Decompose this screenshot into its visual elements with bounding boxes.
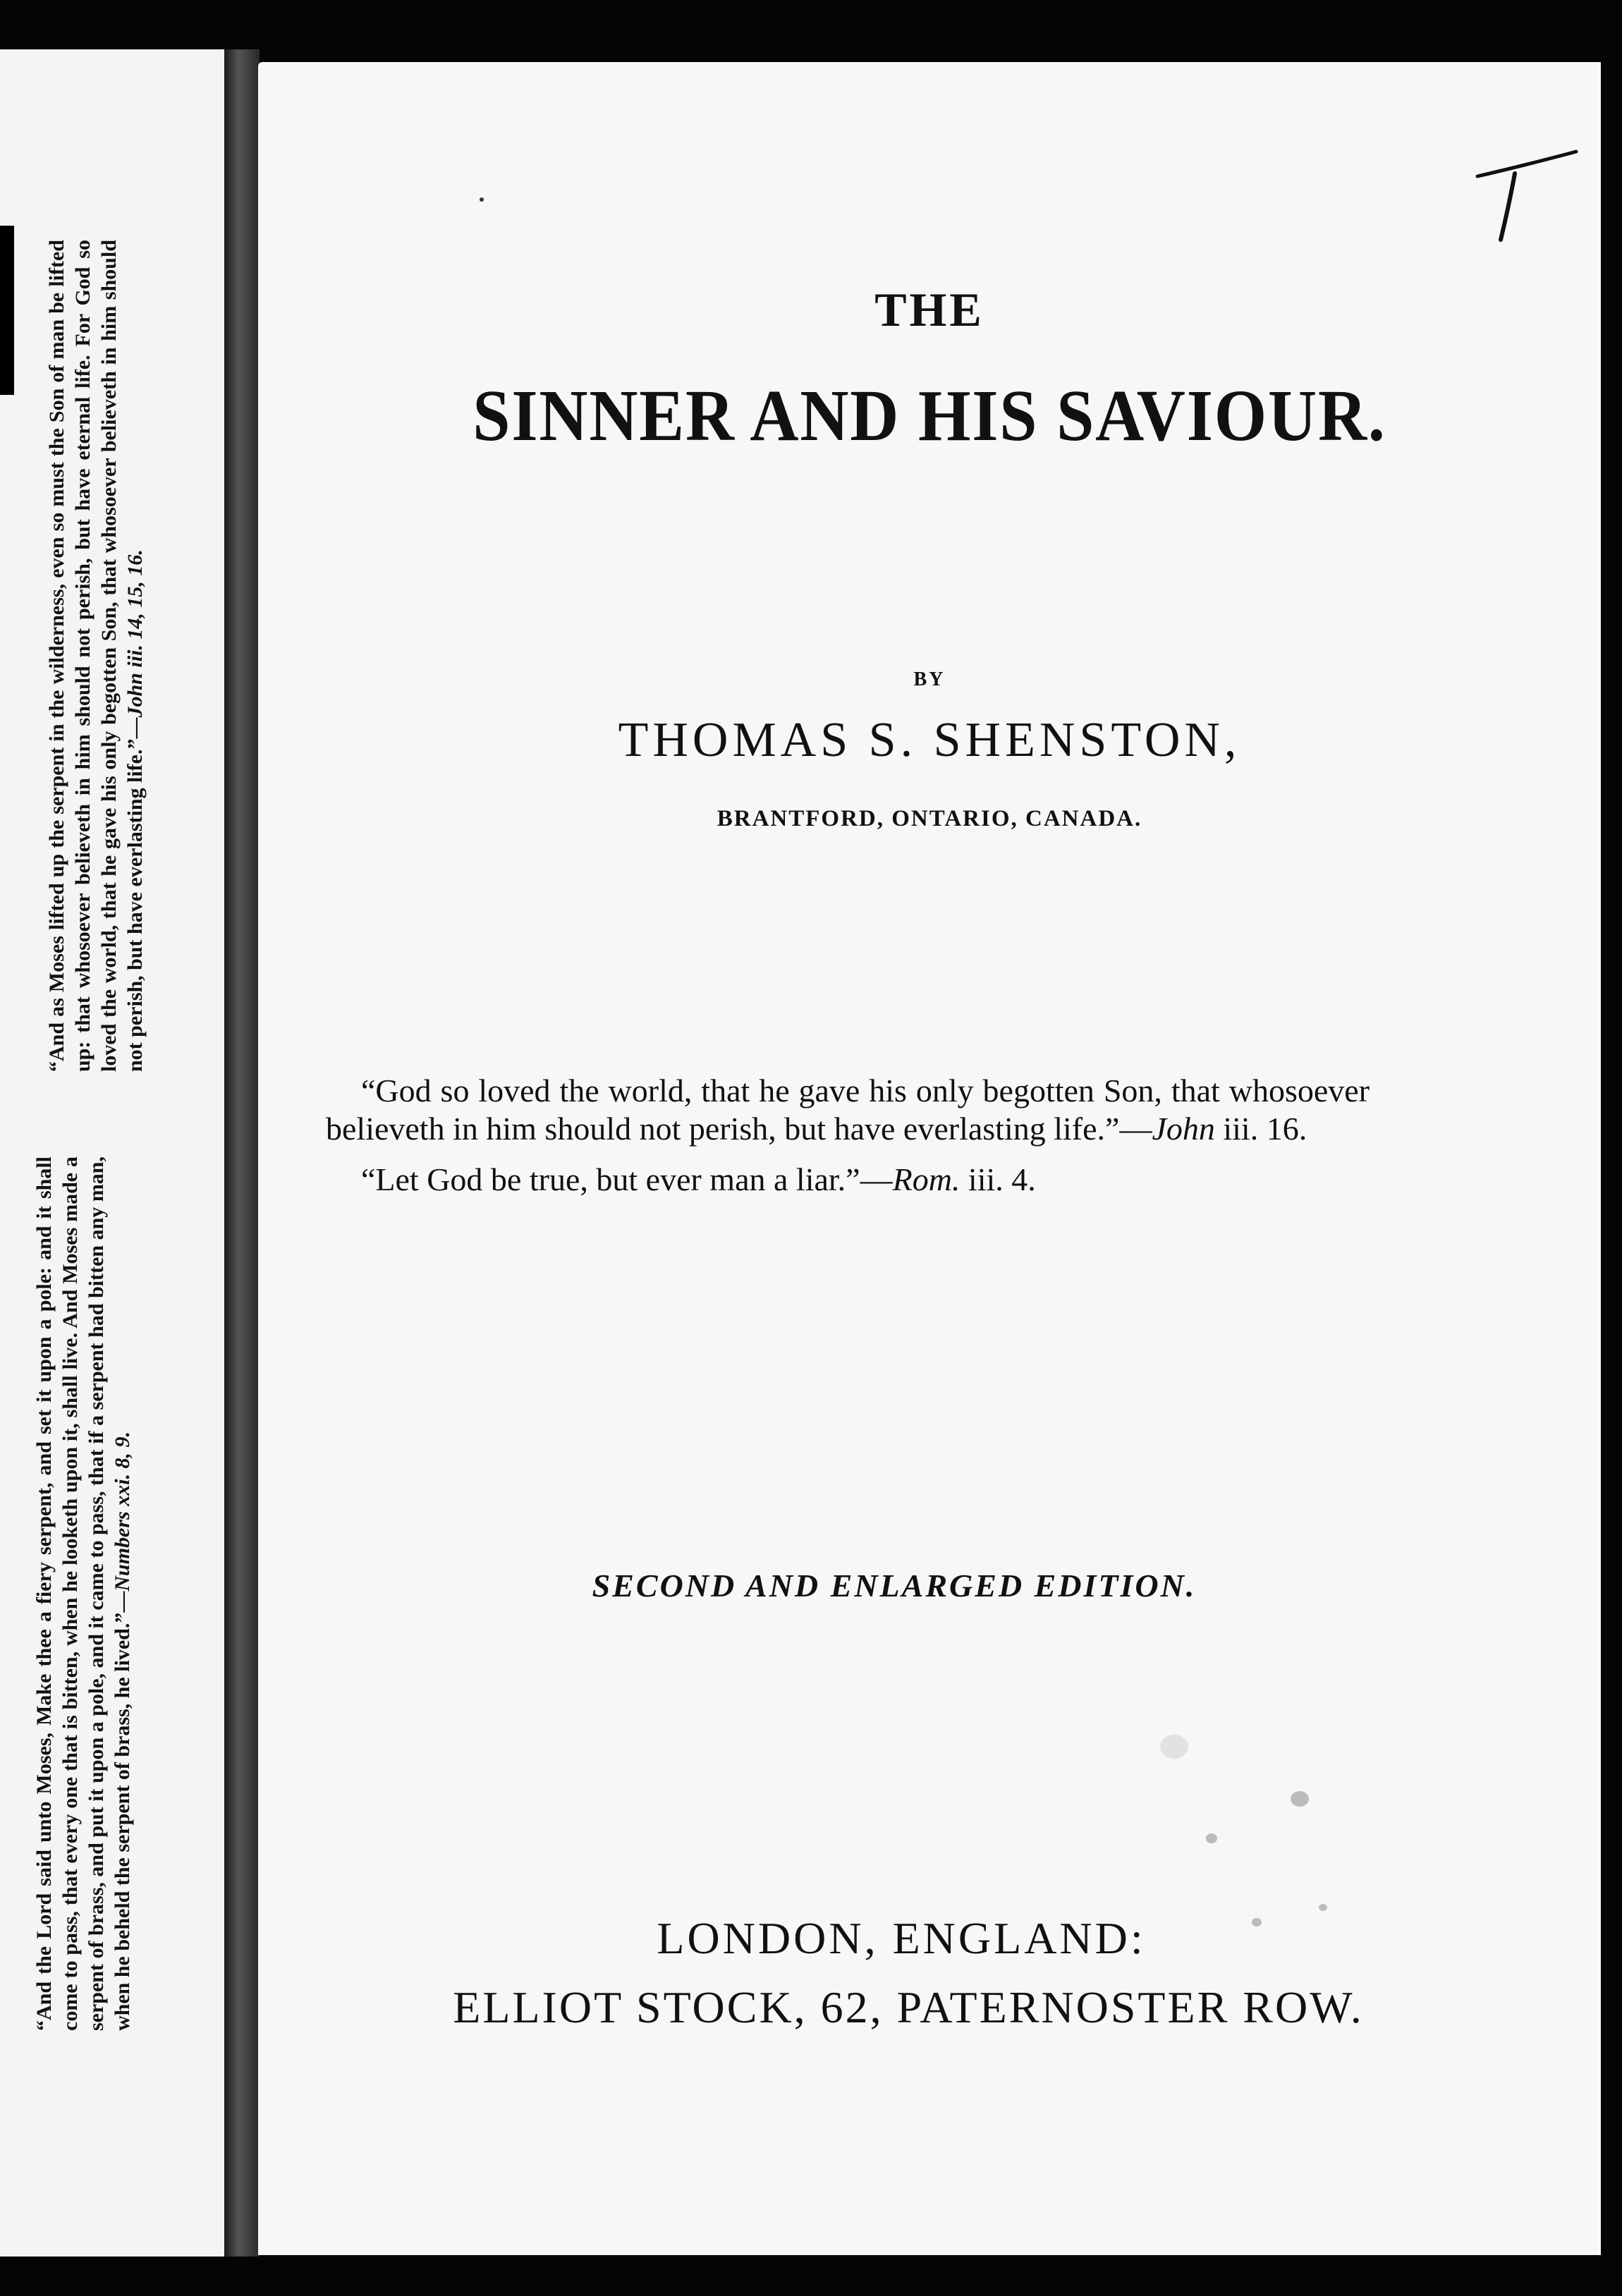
page-title: SINNER AND HIS SAVIOUR. [472, 375, 1386, 456]
cover-verse-lower-ref: Numbers xxi. 8, 9. [111, 1431, 134, 1592]
handwritten-mark-icon [1474, 148, 1580, 247]
paper-speck [1160, 1735, 1188, 1759]
publisher-name: ELLIOT STOCK, 62, PATERNOSTER ROW. [453, 1982, 1364, 2032]
epigraph [326, 1072, 1370, 1199]
cover-verse-upper-text: “And as Moses lifted up the serpent in the wilderness, even so must the Son of man be lifted up: that whosoever believeth in him should not perish, but have eternal life. For God so loved the world, that he gave his only begotten Son, that whosoever believeth in him should not perish, but have everlasting life.”— [45, 240, 147, 1072]
epigraph-quote-1 [326, 1072, 1370, 1148]
publisher-city: LONDON, ENGLAND: [657, 1913, 1146, 1963]
by-line: BY [913, 668, 946, 690]
cover-verse-lower-text: “And the Lord said unto Moses, Make thee a fiery serpent, and set it upon a pole: and it shall come to pass, that every one that is bitten, when he looketh upon it, shall live. And Moses made a serpent of brass, and put it upon a pole, and it came to pass, that if a serpent had bitten any man, when he beheld the serpent of brass, he lived.”— [32, 1156, 134, 2031]
author-name: THOMAS S. SHENSTON, [618, 713, 1241, 767]
epigraph-quote-1-text: “God so loved the world, that he gave his only begotten Son, that whosoever believeth in him should not perish, but have everlasting life.”— [326, 1073, 1370, 1147]
epigraph-quote-1-ref: iii. 16. [1214, 1111, 1307, 1147]
epigraph-quote-2-ref: iii. 4. [960, 1161, 1036, 1197]
paper-speck [1206, 1833, 1217, 1843]
cover-verse-upper-ref: John iii. 14, 15, 16. [123, 549, 147, 718]
epigraph-quote-1-book: John [1152, 1111, 1215, 1147]
paper-speck [480, 197, 484, 202]
edition-line: SECOND AND ENLARGED EDITION. [592, 1568, 1197, 1604]
epigraph-quote-2-text: “Let God be true, but ever man a liar.”— [361, 1161, 893, 1197]
cover-verse-upper [44, 240, 148, 1072]
page-edge-shadow [0, 226, 14, 395]
title-small: THE [874, 283, 984, 336]
epigraph-quote-2 [326, 1161, 1370, 1199]
paper-speck [1291, 1791, 1309, 1807]
author-place: BRANTFORD, ONTARIO, CANADA. [717, 806, 1142, 831]
book-gutter [224, 49, 260, 2257]
paper-speck [1252, 1918, 1262, 1926]
epigraph-quote-2-book: Rom. [892, 1161, 961, 1197]
cover-verse-lower [31, 1156, 135, 2031]
paper-speck [1319, 1904, 1327, 1911]
